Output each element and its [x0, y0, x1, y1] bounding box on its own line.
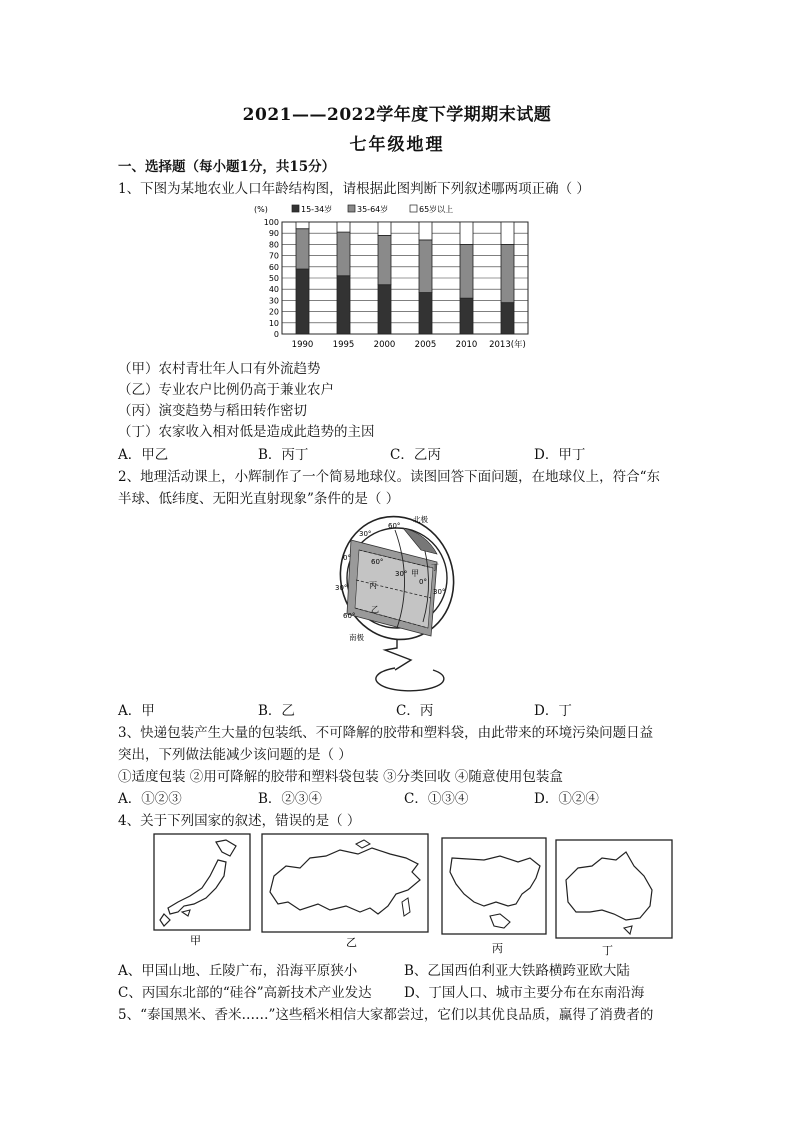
bar-segment: [501, 303, 514, 334]
q4-option-b: B、乙国西伯利亚大铁路横跨亚欧大陆: [404, 963, 630, 979]
y-tick-label: 60: [268, 262, 279, 272]
x-tick-label: 1995: [332, 340, 355, 350]
q3-option-c: C．①③④: [404, 791, 469, 807]
q3-option-d: D．①②④: [534, 791, 599, 807]
bar-segment: [378, 285, 391, 334]
bar-segment: [419, 293, 432, 334]
bar-segment: [460, 298, 473, 334]
q4-stem: 4、关于下列国家的叙述，错误的是（ ）: [118, 813, 361, 829]
y-tick-label: 90: [268, 229, 279, 239]
q1-statement-ding: （丁）农家收入相对低是造成此趋势的主因: [118, 424, 375, 440]
x-tick-label: 2000: [373, 340, 396, 350]
map-label-bing: 丙: [492, 942, 503, 955]
y-tick-label: 70: [268, 251, 279, 261]
bar-segment: [378, 222, 391, 235]
bar-segment: [337, 222, 350, 232]
legend-label: 65岁以上: [419, 205, 454, 214]
y-axis-label: (%): [254, 205, 268, 214]
y-tick-label: 0: [273, 330, 279, 339]
globe-mid30b: 30°: [433, 588, 446, 596]
country-maps: [150, 832, 680, 960]
legend-label: 15-34岁: [301, 205, 333, 214]
bar-segment: [296, 222, 309, 229]
globe-lat30s: 30°: [335, 584, 348, 592]
q1-stem: 1、下图为某地农业人口年龄结构图，请根据此图判断下列叙述哪两项正确（ ）: [118, 181, 590, 197]
q1-option-b: B．丙丁: [258, 447, 309, 463]
section-heading: 一、选择题（每小题1分，共15分）: [118, 159, 336, 175]
globe-lat60n: 60°: [388, 522, 401, 530]
q3-option-b: B．②③④: [258, 791, 322, 807]
map-label-yi: 乙: [346, 936, 357, 949]
legend-swatch: [292, 205, 299, 212]
q1-option-a: A．甲乙: [118, 447, 169, 463]
map-frame-jia: [154, 834, 250, 930]
q2-option-a: A．甲: [118, 703, 155, 719]
map-frame-yi: [262, 834, 428, 932]
q3-stem-line2: 突出，下列做法能减少该问题的是（ ）: [118, 747, 352, 763]
globe-lat60s: 60°: [343, 612, 356, 620]
exam-title: 2021——2022学年度下学期期末试题: [242, 105, 552, 125]
globe-north-pole: 北极: [413, 515, 428, 524]
legend-swatch: [410, 205, 417, 212]
q1-statement-jia: （甲）农村青壮年人口有外流趋势: [118, 361, 321, 377]
q1-statement-yi: （乙）专业农户比例仍高于兼业农户: [118, 382, 334, 398]
q3-stem-line1: 3、快递包装产生大量的包装纸、不可降解的胶带和塑料袋，由此带来的环境污染问题日益: [118, 725, 654, 741]
globe-point-jia: 甲: [411, 569, 419, 578]
q1-option-d: D．甲丁: [534, 447, 586, 463]
y-tick-label: 10: [268, 318, 279, 328]
bar-segment: [501, 222, 514, 244]
map-label-jia: 甲: [190, 934, 201, 947]
q1-option-c: C．乙丙: [390, 447, 441, 463]
globe-mid30: 30°: [395, 570, 408, 578]
globe-mid60: 60°: [371, 558, 384, 566]
bar-segment: [337, 232, 350, 276]
x-tick-label: 2005: [414, 340, 437, 350]
x-tick-label: 2010: [455, 340, 478, 350]
bar-segment: [419, 240, 432, 293]
globe-point-yi: 乙: [371, 605, 379, 614]
y-tick-label: 50: [268, 274, 279, 283]
q1-statement-bing: （丙）演变趋势与稻田转作密切: [118, 403, 307, 419]
q5-stem-line1: 5、“泰国黑米、香米……”这些稻米相信大家都尝过，它们以其优良品质，赢得了消费者的: [118, 1007, 654, 1023]
globe-south-pole: 南极: [349, 633, 364, 642]
bar-segment: [378, 235, 391, 284]
legend-swatch: [348, 205, 355, 212]
bar-segment: [296, 229, 309, 269]
map-frame-ding: [556, 840, 672, 938]
y-tick-label: 80: [268, 240, 279, 250]
q2-stem-line1: 2、地理活动课上，小辉制作了一个简易地球仪。读图回答下面问题，在地球仪上，符合“东: [118, 469, 660, 485]
age-structure-chart: [250, 200, 540, 358]
bar-segment: [296, 269, 309, 334]
q4-option-c: C、丙国东北部的“硅谷”高新技术产业发达: [118, 985, 372, 1001]
exam-subtitle: 七年级地理: [349, 135, 445, 155]
bar-segment: [460, 244, 473, 298]
globe-lat0: 0°: [343, 554, 351, 562]
legend-label: 35-64岁: [357, 205, 389, 214]
globe-point-bing: 丙: [369, 581, 377, 590]
q2-option-d: D．丁: [534, 703, 572, 719]
bar-segment: [501, 244, 514, 302]
bar-segment: [460, 222, 473, 244]
globe-point-ding: 丁: [431, 563, 439, 572]
q4-option-d: D、丁国人口、城市主要分布在东南沿海: [404, 985, 645, 1001]
x-tick-label: 1990: [291, 340, 314, 350]
globe-mid0: 0°: [419, 578, 427, 586]
q2-option-b: B．乙: [258, 703, 295, 719]
y-tick-label: 100: [263, 218, 279, 227]
q3-choices: ①适度包装 ②用可降解的胶带和塑料袋包装 ③分类回收 ④随意使用包装盒: [118, 769, 563, 785]
x-tick-label: 2013(年): [489, 340, 526, 350]
q3-option-a: A．①②③: [118, 791, 182, 807]
q2-option-c: C．丙: [396, 703, 434, 719]
globe-lat30n: 30°: [359, 530, 372, 538]
globe-figure: [325, 510, 475, 698]
map-label-ding: 丁: [602, 944, 613, 957]
y-tick-label: 20: [268, 307, 279, 317]
y-tick-label: 30: [268, 296, 279, 306]
bar-segment: [419, 222, 432, 240]
q2-stem-line2: 半球、低纬度、无阳光直射现象”条件的是（ ）: [118, 491, 400, 507]
q4-option-a: A、甲国山地、丘陵广布，沿海平原狭小: [118, 963, 358, 979]
y-tick-label: 40: [268, 285, 279, 295]
bar-segment: [337, 276, 350, 334]
